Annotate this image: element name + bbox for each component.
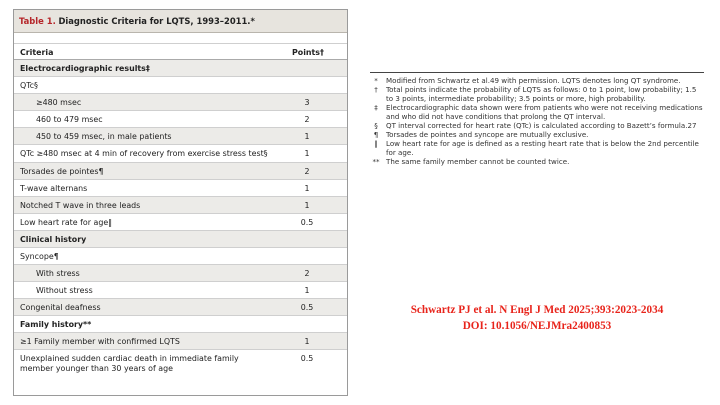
- table-row: [14, 265, 347, 282]
- criterion-points: 1: [304, 184, 310, 193]
- table-row: [14, 350, 347, 377]
- footnote-text: QT interval corrected for heart rate (QTc) is calculated according to Bazett’s formula.27: [386, 120, 697, 130]
- footnote-divider: [370, 72, 704, 73]
- criterion-points: 1: [304, 337, 310, 346]
- footnote-symbol: ‖: [374, 138, 378, 148]
- section-clinical-history: [14, 231, 347, 248]
- table-row: [14, 197, 347, 214]
- criterion-points: 1: [304, 201, 310, 210]
- criterion-label: T-wave alternans: [20, 184, 88, 193]
- table-row: [14, 180, 347, 197]
- footnote-text: Modified from Schwartz et al.49 with permission. LQTS denotes long QT syndrome.: [386, 76, 681, 85]
- footnote-symbol: †: [374, 85, 378, 95]
- footnote-symbol: §: [374, 120, 378, 130]
- section-heading: Electrocardiographic results‡: [20, 64, 150, 73]
- table-row: [14, 128, 347, 145]
- citation: [372, 302, 702, 334]
- footnote: [370, 104, 704, 121]
- table-row: [14, 333, 347, 350]
- criterion-label: ≥480 msec: [36, 98, 82, 107]
- criterion-label: With stress: [36, 269, 80, 278]
- criterion-label: Torsades de pointes¶: [20, 167, 104, 176]
- criteria-table: [14, 43, 347, 377]
- footnote-symbol: *: [374, 76, 378, 85]
- footnote-text: Electrocardiographic data shown were from patients who were not receiving medications and who did not have conditions that prolong the QT interval.: [386, 102, 703, 121]
- table-row: [14, 111, 347, 128]
- footnote: [370, 86, 704, 103]
- table-row: [14, 77, 347, 94]
- criterion-label-wrap: [20, 145, 276, 162]
- footnotes: [370, 77, 704, 167]
- criterion-label: Syncope¶: [20, 252, 59, 261]
- section-family-history: [14, 316, 347, 333]
- citation-doi: DOI: 10.1056/NEJMra2400853: [462, 320, 612, 332]
- table-row: [14, 299, 347, 316]
- criterion-points: 3: [304, 98, 310, 107]
- criterion-points: 0.5: [300, 354, 314, 363]
- section-heading: Clinical history: [20, 235, 87, 244]
- table-label: Table 1.: [19, 16, 56, 26]
- footnote-text: The same family member cannot be counted twice.: [386, 156, 570, 166]
- criterion-label-wrap: [20, 350, 276, 377]
- footnote: [370, 158, 704, 167]
- criterion-points: 2: [304, 269, 310, 278]
- criterion-label: Without stress: [36, 286, 93, 295]
- criterion-label: 460 to 479 msec: [36, 115, 103, 124]
- footnote-symbol: ‡: [374, 102, 378, 112]
- footnote: [370, 140, 704, 157]
- criterion-points: 0.5: [300, 303, 314, 312]
- criterion-label: QTc§: [20, 81, 38, 90]
- table-row: [14, 94, 347, 111]
- table-header-row: [14, 43, 347, 60]
- criterion-label: Notched T wave in three leads: [20, 201, 141, 210]
- table-row: [14, 145, 347, 163]
- criterion-label: QTc ≥480 msec at 4 min of recovery from exercise stress test§: [20, 149, 268, 158]
- criteria-table-panel: [13, 9, 348, 396]
- criterion-label: Congenital deafness: [20, 303, 101, 312]
- table-row: [14, 163, 347, 180]
- criterion-label: ≥1 Family member with confirmed LQTS: [20, 337, 180, 346]
- footnote-text: Low heart rate for age is defined as a resting heart rate that is below the 2nd percentile for age.: [386, 138, 699, 157]
- criterion-points: 0.5: [300, 218, 314, 227]
- table-row: [14, 282, 347, 299]
- citation-reference: Schwartz PJ et al. N Engl J Med 2025;393:2023-2034: [410, 304, 664, 316]
- table-title: [14, 10, 347, 33]
- criterion-label: Unexplained sudden cardiac death in immediate family member younger than 30 years of age: [20, 354, 239, 373]
- section-ecg-results: [14, 60, 347, 77]
- footnote-symbol: ¶: [373, 129, 379, 139]
- table-row: [14, 214, 347, 231]
- footnote-text: Total points indicate the probability of LQTS as follows: 0 to 1 point, low probability; 1.5 to 3 points, intermediate probability; 3.5 points or more, high probability.: [386, 85, 697, 103]
- criterion-label: 450 to 459 msec, in male patients: [36, 132, 172, 141]
- table-title-text: Diagnostic Criteria for LQTS, 1993–2011.*: [58, 16, 255, 26]
- criterion-label: Low heart rate for age‖: [20, 218, 113, 227]
- criterion-points: 1: [304, 286, 310, 295]
- section-heading: Family history**: [20, 320, 92, 329]
- criterion-points: 1: [304, 149, 310, 158]
- criteria-column-header: Criteria: [20, 48, 54, 57]
- points-column-header: Points†: [292, 48, 324, 57]
- criterion-points: 1: [304, 132, 310, 141]
- table-row: [14, 248, 347, 265]
- footnote-text: Torsades de pointes and syncope are mutually exclusive.: [386, 129, 589, 139]
- criterion-points: 2: [304, 115, 310, 124]
- criterion-points: 2: [304, 167, 310, 176]
- footnote-symbol: **: [372, 156, 380, 166]
